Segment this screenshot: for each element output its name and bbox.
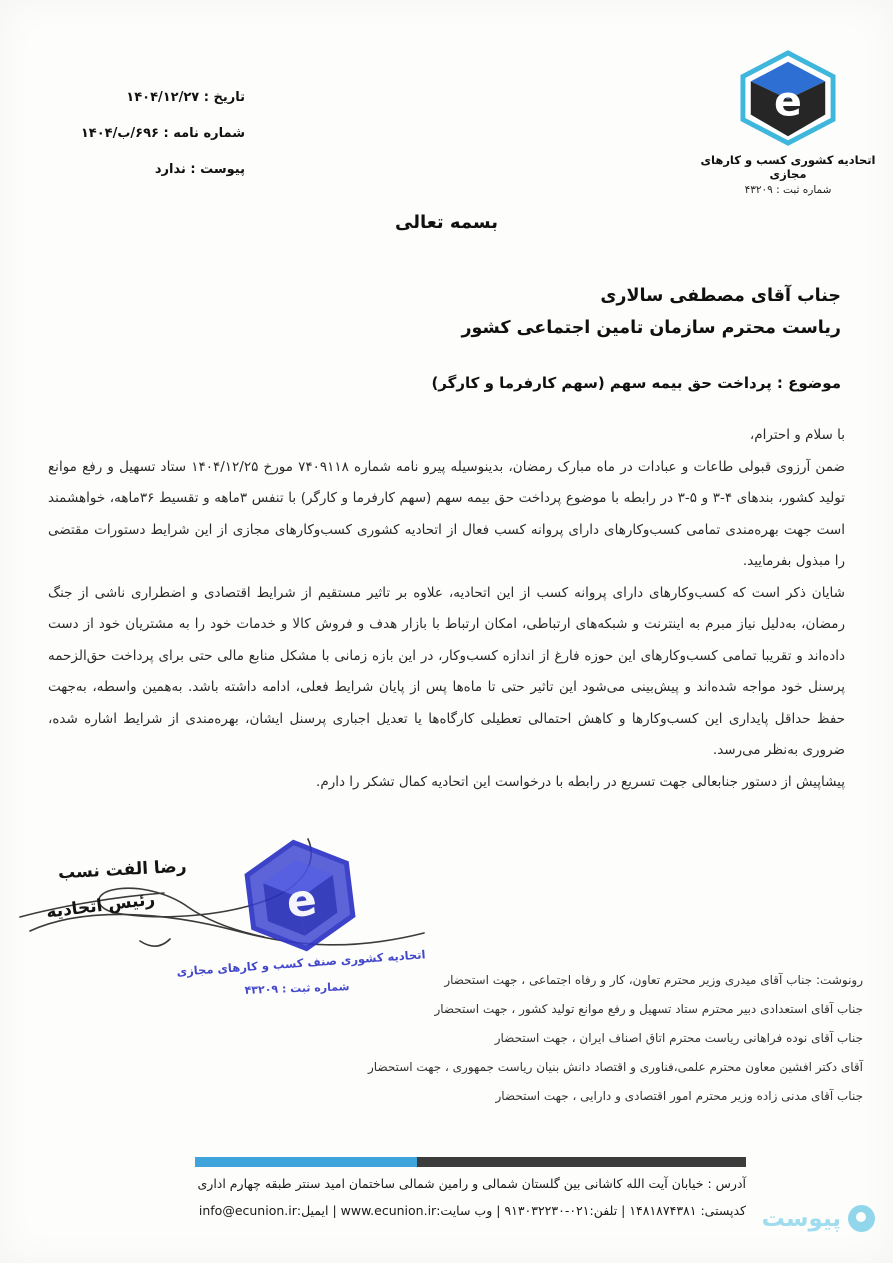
cc-item: جناب آقای مدنی زاده وزیر محترم امور اقتصادی و دارایی ، جهت استحضار — [495, 1089, 863, 1103]
signer-name: رضا الفت نسب — [57, 856, 187, 884]
watermark-text: پیوست — [761, 1205, 841, 1232]
letter-meta — [55, 80, 245, 188]
footer-divider-bar — [195, 1157, 746, 1167]
salutation: با سلام و احترام، — [749, 427, 845, 443]
letter-attachment: پیوست : ندارد — [154, 162, 245, 177]
cc-item: جناب آقای نوده فراهانی ریاست محترم اتاق اصناف ایران ، جهت استحضار — [494, 1031, 863, 1045]
recipient-title: ریاست محترم سازمان تامین اجتماعی کشور — [461, 318, 841, 338]
body-paragraph-1: ضمن آرزوی قبولی طاعات و عبادات در ماه مبارک رمضان، بدینوسیله پیرو نامه شماره ۷۴۰۹۱۱۸ مورخ ۱۴۰۴/۱۲/۲۵ ستاد تسهیل و رفع موانع تولید کشور، بندهای ۴-۳ و ۵-۳ در رابطه با موضوع پرداخت حق بیمه سهم (سهم کارفرما و کارگر) با تنفس ۳ماهه و تقسیط ۳۶ماهه، خواهشمند است جهت بهره‌مندی تمامی کسب‌وکارهای دارای پروانه کسب فعال از اتحادیه کشوری کسب‌وکارهای مجازی از این شرایط دستورات مقتضی را مبذول بفرمایید. — [48, 458, 846, 569]
logo-letter-e: e — [774, 77, 802, 126]
cc-item: آقای دکتر افشین معاون محترم علمی،فناوری و اقتصاد دانش بنیان ریاست جمهوری ، جهت استحضار — [368, 1060, 863, 1074]
closing-line: پیشاپیش از دستور جنابعالی جهت تسریع در رابطه با درخواست این اتحادیه کمال تشکر را دارم. — [316, 773, 845, 790]
watermark — [762, 1205, 875, 1232]
stamp-registration-number: شماره ثبت : ۴۳۲۰۹ — [244, 980, 350, 997]
recipient-block — [461, 280, 841, 344]
union-registration-number: شماره ثبت : ۴۳۲۰۹ — [744, 184, 832, 196]
letter-body — [48, 420, 845, 798]
footer-bar-dark-segment — [417, 1157, 746, 1167]
letter-date: تاریخ : ۱۴۰۴/۱۲/۲۷ — [126, 90, 245, 105]
stamp-org-name: اتحادیه کشوری صنف کسب و کارهای مجازی — [176, 947, 426, 979]
union-stamp-icon — [233, 831, 366, 960]
footer-block — [146, 1170, 746, 1224]
union-logo-hexagon-icon — [736, 50, 840, 146]
stamp-letter-e: e — [283, 874, 320, 929]
cc-item: رونوشت: جناب آقای میدری وزیر محترم تعاون، کار و رفاه اجتماعی ، جهت استحضار — [444, 973, 863, 987]
union-name: اتحادیه کشوری کسب و کارهای مجازی — [700, 153, 876, 181]
besmele-heading: بسمه تعالی — [395, 212, 498, 233]
watermark-circle-icon — [848, 1205, 875, 1232]
letter-number: شماره نامه : ۶۹۶/ب/۱۴۰۴ — [80, 126, 245, 141]
union-logo-block — [688, 50, 888, 196]
subject-line: موضوع : پرداخت حق بیمه سهم (سهم کارفرما و کارگر) — [431, 374, 841, 392]
footer-address: آدرس : خیابان آیت الله کاشانی بین گلستان شمالی و رامین شمالی ساختمان امید سنتر طبقه چهارم اداری — [197, 1176, 746, 1191]
body-paragraph-2: شایان ذکر است که کسب‌وکارهای دارای پروانه کسب از این اتحادیه، علاوه بر تاثیر مستقیم از شرایط اقتصادی و اضطراری ناشی از جنگ رمضان، به‌دلیل نیاز مبرم به اینترنت و شبکه‌های ارتباطی، امکان ارتباط با بازار هدف و فروش کالا و خدمات خود را به مشتریان خود از دست داده‌اند و تقریبا تمامی کسب‌وکارهای این حوزه فارغ از اندازه کسب‌وکار، در این بازه زمانی با مشکل منابع مالی حتی برای پرداخت حق‌الزحمه پرسنل خود مواجه شده‌اند و پیش‌بینی می‌شود این تاثیر حتی تا ماه‌ها پس از پایان شرایط فعلی، ادامه داشته باشد. به‌همین واسطه، به‌جهت حفظ حداقل پایداری این کسب‌وکارها و کاهش احتمالی تعطیلی کارگاه‌ها یا تعدیل اجباری پرسنل ایشان، بهره‌مندی از شرایط اشاره شده، ضروری به‌نظر می‌رسد. — [48, 584, 845, 758]
cc-item: جناب آقای استعدادی دبیر محترم ستاد تسهیل و رفع موانع تولید کشور ، جهت استحضار — [434, 1002, 863, 1016]
recipient-name: جناب آقای مصطفی سالاری — [600, 286, 841, 306]
footer-bar-blue-segment — [195, 1157, 417, 1167]
cc-list — [368, 966, 863, 1111]
signer-title: رئیس اتحادیه — [45, 889, 157, 923]
footer-contact: کدپستی: ۱۴۸۱۸۷۴۳۸۱ | تلفن:۰۲۱-۹۱۳۰۳۲۲۳۰ | وب سایت:www.ecunion.ir | ایمیل:info@ecunion.ir — [198, 1203, 746, 1218]
